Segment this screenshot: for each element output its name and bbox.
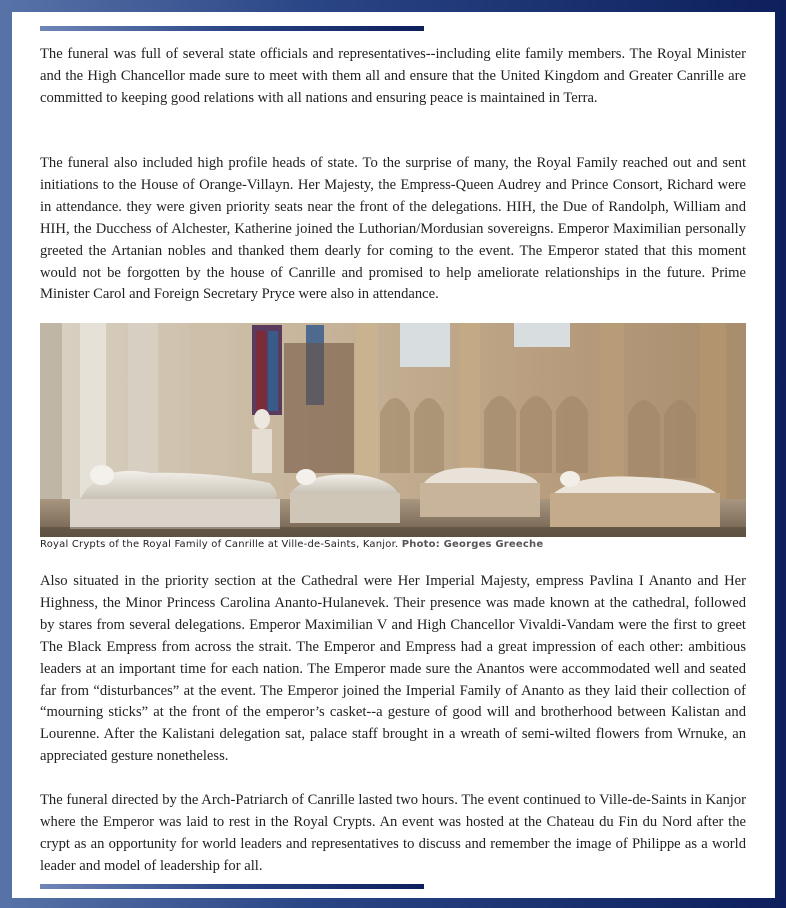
paragraph-1: The funeral was full of several state officials and representatives--including elite family members. The Royal Minister and the High Chancellor made sure to meet with them all and ensure that the United Kingdom and Greater Canrille are committed to keeping good relations with all nations and ensuring peace is maintained in Terra. <box>40 46 746 106</box>
photo-caption <box>40 539 746 550</box>
caption-text: Royal Crypts of the Royal Family of Canrille at Ville-de-Saints, Kanjor. <box>40 539 399 550</box>
paragraph-3: Also situated in the priority section at the Cathedral were Her Imperial Majesty, empress Pavlina I Ananto and Her Highness, the Minor Princess Carolina Ananto-Hulanevek. Their presence was made known at the cathedral, followed by stares from several delegations. Emperor Maximilian V and High Chancellor Vivaldi-Vandam were the first to greet The Black Empress from across the strait. The Emperor and Empress had a great impression of each other: ambitious leaders at an important time for each nation. The Emperor made sure the Anantos were accommodated well and seated far from “disturbances” at the event. The Emperor joined the Imperial Family of Ananto as they laid their collection of “mourning sticks” at the front of the emperor’s casket--a gesture of good will and brotherhood between Kalistan and Lourenne. After the Kalistani delegation sat, palace staff brought in a wreath of semi-wilted flowers from Wrnuke, an appreciated gesture nonetheless. <box>40 573 746 765</box>
top-accent-rule <box>40 26 424 31</box>
bottom-accent-rule <box>40 884 424 889</box>
article-page <box>12 12 775 898</box>
paragraph-2: The funeral also included high profile heads of state. To the surprise of many, the Royal Family reached out and sent initiations to the House of Orange-Villayn. Her Majesty, the Empress-Queen Audrey and Prince Consort, Richard were in attendance. they were given priority seats near the front of the delegations. HIH, the Due of Randolph, William and HIH, the Ducchess of Alchester, Katherine joined the Luthorian/Mordusian sovereigns. Emperor Maximilian personally greeted the Artanian nobles and thanked them dearly for coming to the event. The Emperor stated that this moment would not be forgotten by the house of Canrille and promised to help ameliorate relationships in the future. Prime Minister Carol and Foreign Secretary Pryce were also in attendance. <box>40 155 746 303</box>
photo-credit: Photo: Georges Greeche <box>401 539 544 550</box>
crypt-photo <box>40 323 746 537</box>
paragraph-4: The funeral directed by the Arch-Patriarch of Canrille lasted two hours. The event continued to Ville-de-Saints in Kanjor where the Emperor was laid to rest in the Royal Crypts. An event was hosted at the Chateau du Fin du Nord after the crypt as an opportunity for world leaders and representatives to discuss and remember the image of Philippe as a world leader and model of leadership for all. <box>40 792 746 874</box>
